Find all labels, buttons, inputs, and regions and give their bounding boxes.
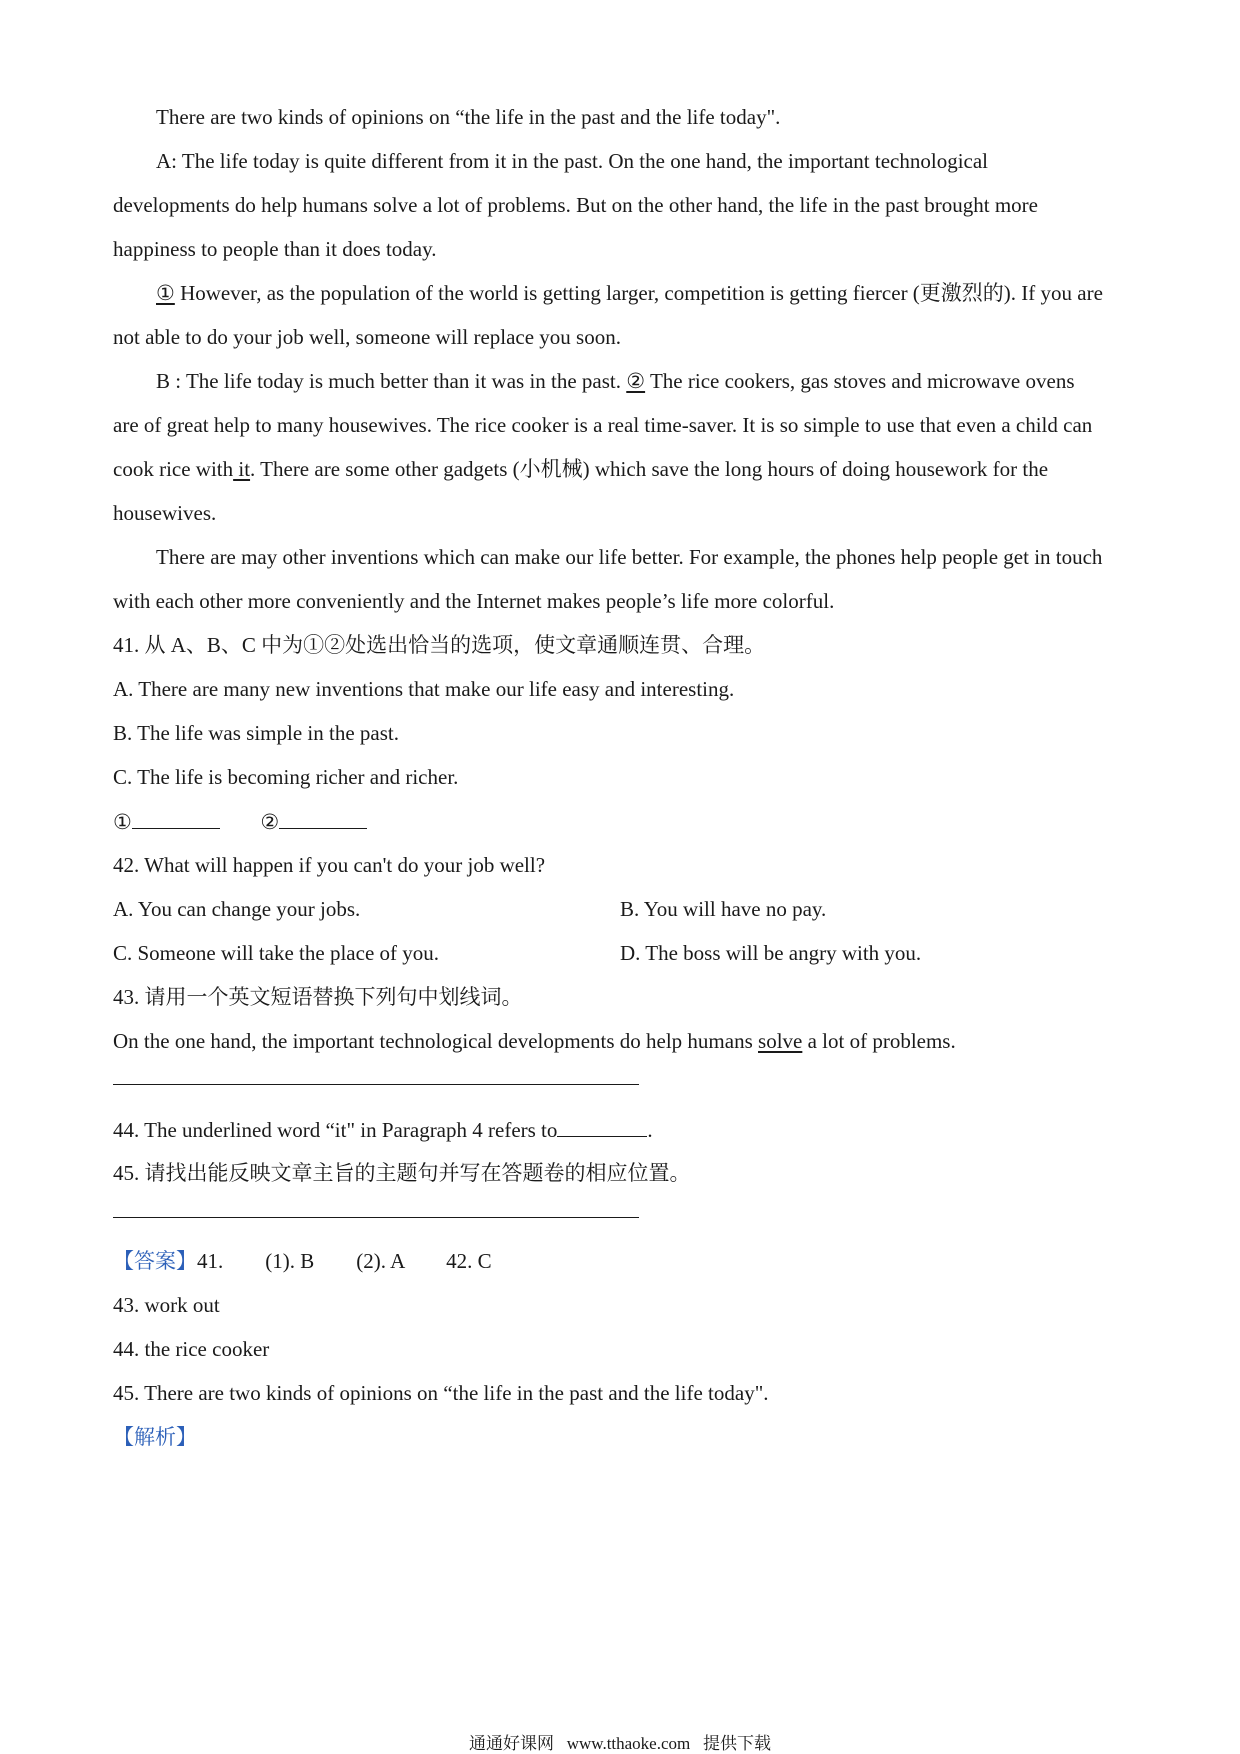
option-41-b: B. The life was simple in the past. — [113, 721, 399, 745]
paragraph-intro: There are two kinds of opinions on “the life in the past and the life today". — [156, 105, 781, 129]
answer-blank-1[interactable] — [132, 808, 220, 829]
option-41-a: A. There are many new inventions that make our life easy and interesting. — [113, 677, 735, 701]
question-44: 44. The underlined word “it" in Paragraph 4 refers to . — [113, 1118, 653, 1142]
answer-43: 43. work out — [113, 1293, 220, 1317]
option-42-a: A. You can change your jobs. — [113, 897, 361, 921]
answer-blank-44[interactable] — [557, 1116, 647, 1137]
answer-label: 【答案】 — [113, 1249, 197, 1273]
paragraph-a-line: A: The life today is quite different from it in the past. On the one hand, the important technological — [156, 149, 989, 173]
option-42-b: B. You will have no pay. — [620, 897, 827, 921]
answer-key: 【答案】41. (1). B (2). A 42. C — [113, 1249, 492, 1273]
question-41: 41. 从 A、B、C 中为①②处选出恰当的选项，使文章通顺连贯、合理。 — [113, 633, 766, 657]
paragraph-c-line: with each other more conveniently and the Internet makes people’s life more colorful. — [113, 589, 835, 613]
paragraph-b-line: housewives. — [113, 501, 217, 525]
blank-marker-1: ① — [156, 281, 175, 305]
answer-line-45[interactable] — [113, 1217, 639, 1218]
answer-44: 44. the rice cooker — [113, 1337, 270, 1361]
blank-marker-2: ② — [626, 369, 646, 393]
analysis-label: 【解析】 — [113, 1425, 197, 1449]
answer-45: 45. There are two kinds of opinions on “the life in the past and the life today". — [113, 1381, 769, 1405]
underlined-solve: solve — [758, 1029, 803, 1053]
paragraph-a2-line: ① However, as the population of the world is getting larger, competition is getting fiercer (更激烈的). If you are — [156, 281, 1103, 305]
paragraph-a-line: happiness to people than it does today. — [113, 237, 437, 261]
question-42: 42. What will happen if you can't do your job well? — [113, 853, 546, 877]
option-41-c: C. The life is becoming richer and richer. — [113, 765, 459, 789]
option-42-d: D. The boss will be angry with you. — [620, 941, 922, 965]
paragraph-a-line: developments do help humans solve a lot of problems. But on the other hand, the life in the past brought more — [113, 193, 1038, 217]
paragraph-b-line: are of great help to many housewives. The rice cooker is a real time-saver. It is so simple to use that even a child can — [113, 413, 1093, 437]
question-43: 43. 请用一个英文短语替换下列句中划线词。 — [113, 985, 523, 1009]
option-42-c: C. Someone will take the place of you. — [113, 941, 440, 965]
question-45: 45. 请找出能反映文章主旨的主题句并写在答题卷的相应位置。 — [113, 1161, 691, 1185]
answer-blank-2[interactable] — [279, 808, 367, 829]
question-43-sentence: On the one hand, the important technological developments do help humans solve a lot of problems. — [113, 1029, 956, 1053]
paragraph-b-line: cook rice with it. There are some other gadgets (小机械) which save the long hours of doing housework for the — [113, 457, 1049, 481]
page-footer: 通通好课网 www.tthaoke.com 提供下载 — [468, 1734, 772, 1753]
paragraph-c-line: There are may other inventions which can make our life better. For example, the phones help people get in touch — [156, 545, 1103, 569]
answer-blanks-41: ① ② — [113, 808, 367, 835]
paragraph-b-line: B : The life today is much better than it was in the past. ② The rice cookers, gas stoves and microwave ovens — [156, 369, 1075, 393]
answer-line-43[interactable] — [113, 1084, 639, 1085]
underlined-it: it — [233, 457, 251, 481]
paragraph-a2-line: not able to do your job well, someone will replace you soon. — [113, 325, 621, 349]
